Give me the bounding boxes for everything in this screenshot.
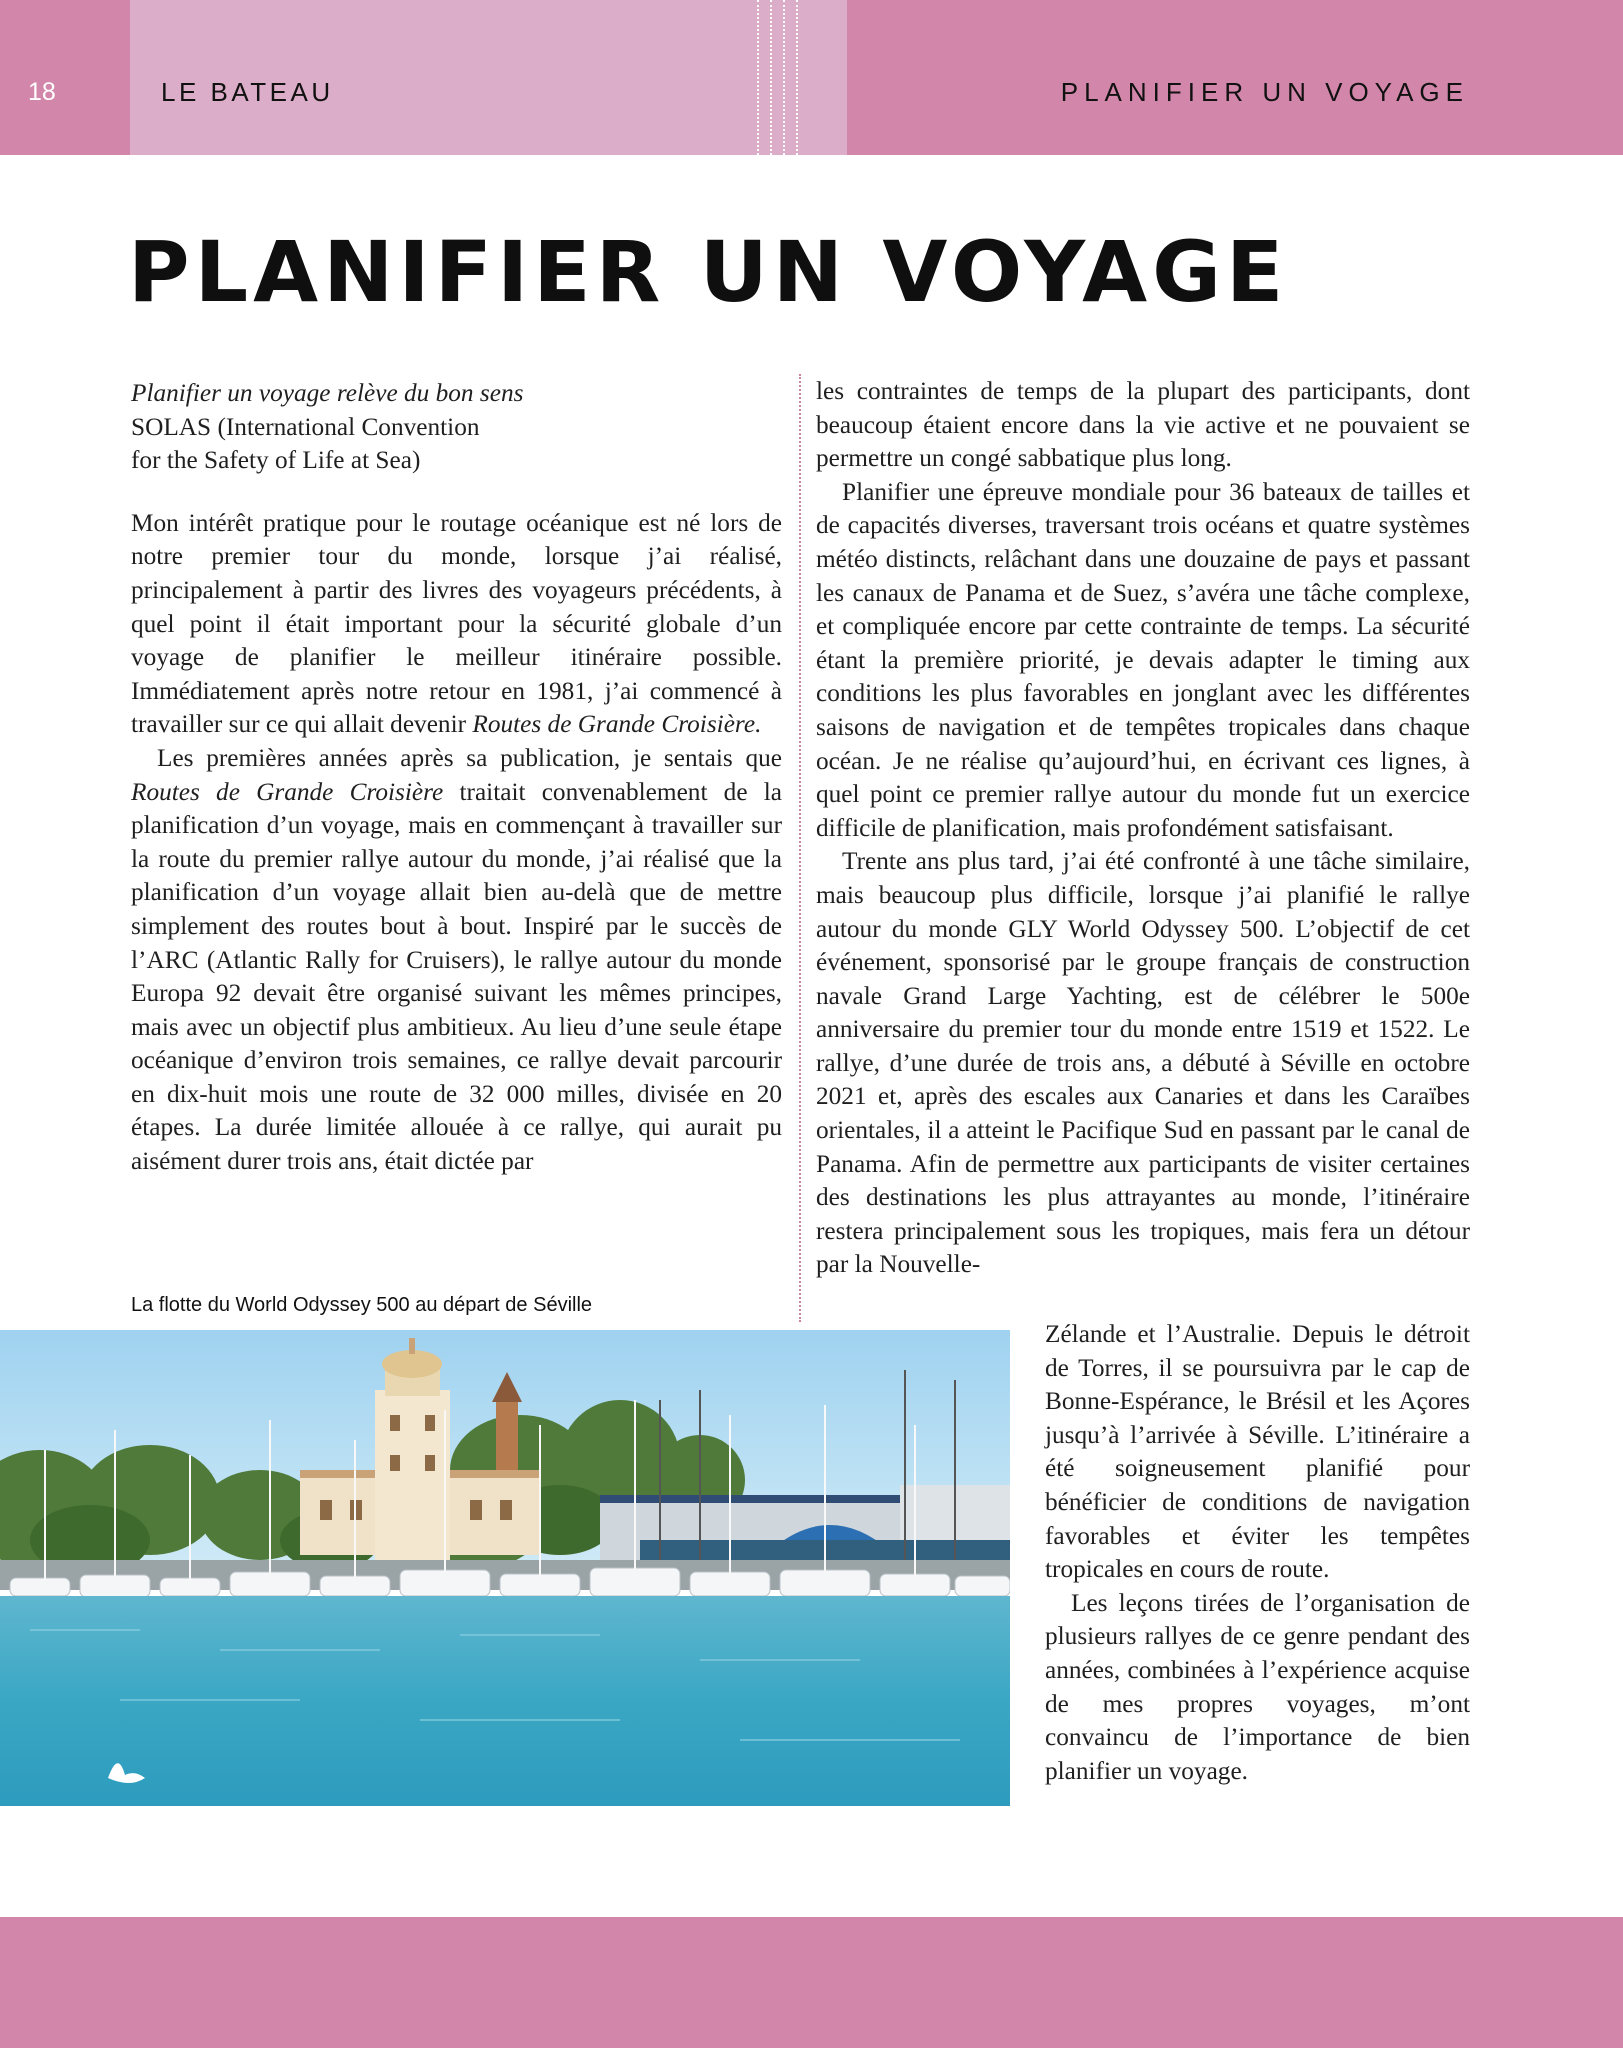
running-header-chapter: PLANIFIER UN VOYAGE	[1060, 77, 1469, 107]
right-column	[816, 375, 1470, 1282]
right-column-narrow	[1045, 1318, 1470, 1788]
paragraph: Les leçons tirées de l’organisation de plusieurs rallyes de ce genre pendant des années, combinées à l’expérience acquise de mes propres voyages, m’ont convaincu de l’importance de bien planifier un voyage.	[1045, 1588, 1470, 1785]
section-title: LE BATEAU	[161, 77, 334, 107]
photo-caption: La flotte du World Odyssey 500 au départ de Séville	[131, 1294, 593, 1316]
footer-band	[0, 1917, 1623, 2048]
header-dotted-line	[796, 0, 798, 155]
epigraph-attribution	[131, 411, 782, 478]
paragraph: Planifier une épreuve mondiale pour 36 bateaux de tailles et de capacités diverses, traversant trois océans et quatre systèmes météo distincts, relâchant dans une douzaine de pays et passant les canaux de Panama et de Suez, s’avéra une tâche complexe, et compliquée encore par cette contrainte de temps. La sécurité étant la première priorité, je devais adapter le timing aux conditions les plus favorables en jonglant avec les différentes saisons de navigation et de tempêtes tropicales dans chaque océan. Je ne réalise qu’aujourd’hui, en écrivant ces lignes, à quel point ce premier rallye autour du monde fut un exercice difficile de planification, mais profondément satisfaisant.	[816, 477, 1470, 842]
harbor-photo	[0, 1330, 1010, 1806]
epigraph-quote: Planifier un voyage relève du bon sens	[131, 379, 524, 407]
left-column	[131, 377, 782, 1179]
page-title: PLANIFIER UN VOYAGE	[128, 223, 1289, 321]
epigraph-attribution-line: for the Safety of Life at Sea)	[131, 446, 421, 475]
epigraph-attribution-line: SOLAS (International Convention	[131, 412, 480, 441]
paragraph	[131, 742, 782, 1179]
paragraph-text: .	[755, 710, 762, 739]
book-title: Routes de Grande Croisière	[472, 710, 756, 739]
book-title: Routes de Grande Croisière	[131, 777, 444, 806]
paragraph	[131, 507, 782, 742]
paragraph: Zélande et l’Australie. Depuis le détroit de Torres, il se poursuivra par le cap de Bonne-Espérance, le Brésil et les Açores jusqu’à l’arrivée à Séville. L’itinéraire a été soigneusement planifié pour bénéficier de conditions de navigation favorables et éviter les tempêtes tropicales en cours de route.	[1045, 1320, 1470, 1584]
paragraph-text: Les premières années après sa publication, je sentais que	[157, 743, 782, 772]
header-dotted-line	[757, 0, 759, 155]
paragraph-text: traitait convenablement de la planification d’un voyage, mais en commençant à travailler sur la route du premier rallye autour du monde, j’ai réalisé que la planification d’un voyage allait bien au-delà que de mettre simplement des routes bout à bout. Inspiré par le succès de l’ARC (Atlantic Rally for Cruisers), le rallye autour du monde Europa 92 devait être organisé suivant les mêmes principes, mais avec un objectif plus ambitieux. Au lieu d’une seule étape océanique d’environ trois semaines, ce rallye devait parcourir en dix-huit mois une route de 32 000 milles, divisée en 20 étapes. La durée limitée allouée à ce rallye, qui aurait pu aisément durer trois ans, était dictée par	[131, 777, 782, 1176]
paragraph-text: Mon intérêt pratique pour le routage océanique est né lors de notre premier tour du monde, lorsque j’ai réalisé, principalement à partir des livres des voyageurs précédents, à quel point il était important pour la sécurité globale d’un voyage de planifier le meilleur itinéraire possible. Immédiatement après notre retour en 1981, j’ai commencé à travailler sur ce qui allait devenir	[131, 508, 782, 739]
paragraph: Trente ans plus tard, j’ai été confronté à une tâche similaire, mais beaucoup plus difficile, lorsque j’ai planifié le rallye autour du monde GLY World Odyssey 500. L’objectif de cet événement, sponsorisé par le groupe français de construction navale Grand Large Yachting, est de célébrer le 500e anniversaire du premier tour du monde entre 1519 et 1522. Le rallye, d’une durée de trois ans, a débuté à Séville en octobre 2021 et, après des escales aux Canaries et dans les Caraïbes orientales, il a atteint le Pacifique Sud en passant par le canal de Panama. Afin de permettre aux participants de visiter certaines des destinations les plus attrayantes au monde, l’itinéraire restera principalement sous les tropiques, mais fera un détour par la Nouvelle-	[816, 847, 1470, 1279]
header-dotted-line	[783, 0, 785, 155]
column-divider	[799, 374, 801, 1322]
paragraph: les contraintes de temps de la plupart des participants, dont beaucoup étaient encore dans la vie active et ne pouvaient se permettre un congé sabbatique plus long.	[816, 377, 1470, 473]
page-number: 18	[28, 78, 56, 106]
header-dotted-line	[770, 0, 772, 155]
